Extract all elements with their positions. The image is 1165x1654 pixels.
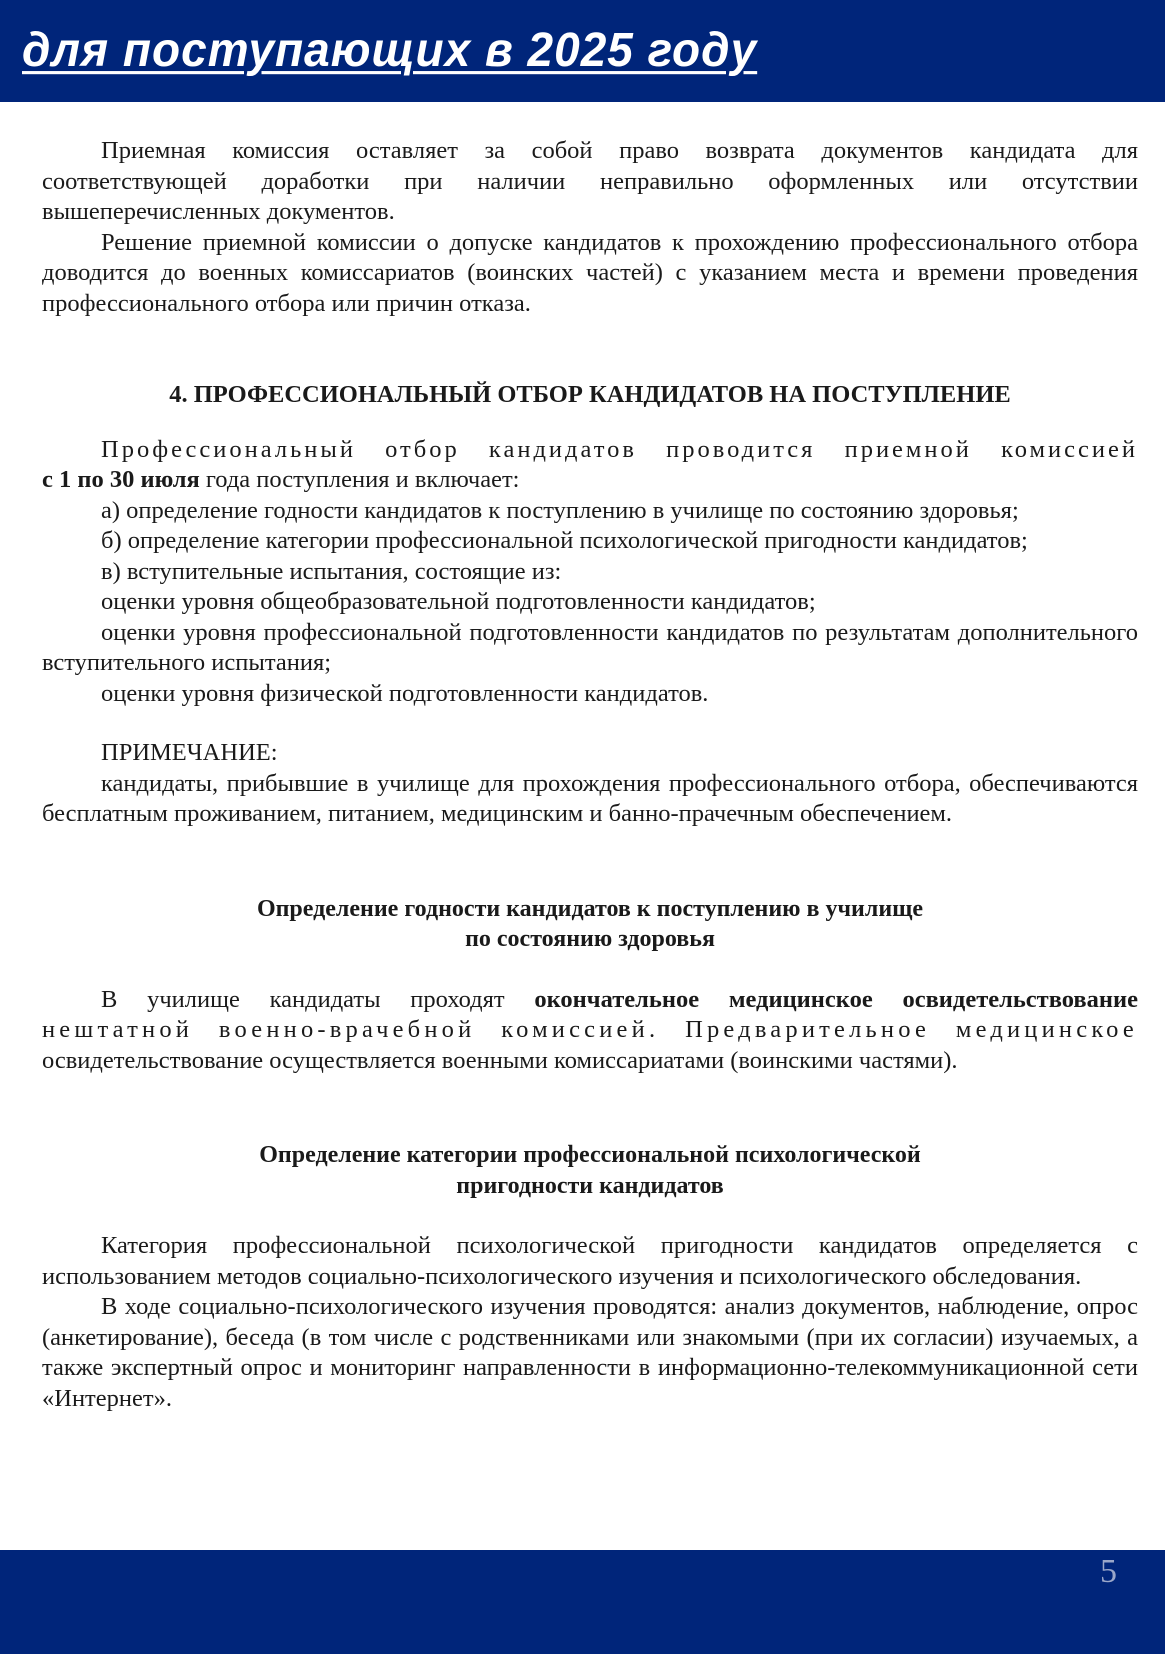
health-title-line-1: Определение годности кандидатов к поступлению в училище xyxy=(256,895,924,922)
list-item-c: в) вступительные испытания, состоящие из: xyxy=(101,557,562,585)
list-item-b: б) определение категории профессиональной психологической пригодности кандидатов; xyxy=(101,527,1028,554)
section-4-lead-start: Профессиональный отбор кандидатов проводится приемной комиссией xyxy=(101,435,1138,463)
page-number: 5 xyxy=(1100,1553,1117,1590)
health-text-line-1 xyxy=(42,985,1138,1016)
list-item-professional: оценки уровня профессиональной подготовленности кандидатов по результатам дополнительного вступительного испытания; xyxy=(42,618,1138,676)
document-body xyxy=(42,136,1138,1414)
list-item-general: оценки уровня общеобразовательной подготовленности кандидатов; xyxy=(101,588,816,615)
health-text-start: В училище кандидаты проходят xyxy=(101,985,535,1013)
health-text-line-3: освидетельствование осуществляется военными комиссариатами (воинскими частями). xyxy=(42,1046,958,1074)
note-text: кандидаты, прибывшие в училище для прохождения профессионального отбора, обеспечиваются бесплатным проживанием, питанием, медицинским и банно-прачечным обеспечением. xyxy=(42,769,1138,827)
header-bar xyxy=(0,0,1165,102)
intro-paragraph-2: Решение приемной комиссии о допуске кандидатов к прохождению профессионального отбора доводится до военных комиссариатов (воинских частей) с указанием места и времени проведения профессионального отбора или причин отказа. xyxy=(42,228,1138,317)
section-4-title: 4. ПРОФЕССИОНАЛЬНЫЙ ОТБОР КАНДИДАТОВ НА ПОСТУПЛЕНИЕ xyxy=(169,381,1011,408)
psych-paragraph-1: Категория профессиональной психологической пригодности кандидатов определяется с использованием методов социально-психологического изучения и психологического обследования. xyxy=(42,1232,1138,1290)
note-label: ПРИМЕЧАНИЕ: xyxy=(101,739,278,766)
intro-paragraph-1: Приемная комиссия оставляет за собой право возврата документов кандидата для соответствующей доработки при наличии неправильно оформленных или отсутствии вышеперечисленных документов. xyxy=(42,137,1138,225)
health-title-line-2: по состоянию здоровья xyxy=(465,926,715,952)
health-text-line-2 xyxy=(42,1015,1138,1046)
section-4-lead-end: года поступления и включает: xyxy=(199,466,520,493)
list-item-a: а) определение годности кандидатов к поступлению в училище по состоянию здоровья; xyxy=(101,496,1019,524)
header-title: для поступающих в 2025 году xyxy=(22,21,758,77)
footer-bar xyxy=(0,1550,1165,1654)
health-text-bold: окончательное медицинское освидетельствование xyxy=(534,985,1139,1013)
psych-title-line-2: пригодности кандидатов xyxy=(456,1172,724,1199)
psych-paragraph-2: В ходе социально-психологического изучения проводятся: анализ документов, наблюдение, опрос (анкетирование), беседа (в том числе с родственниками или знакомыми (при их согласии) изучаемых, а также экспертный опрос и мониторинг направленности в информационно-телекоммуникационной сети «Интернет». xyxy=(42,1293,1138,1412)
list-item-physical: оценки уровня физической подготовленности кандидатов. xyxy=(101,679,709,707)
section-4-lead xyxy=(42,435,1138,466)
health-text-line-2-span: нештатной военно-врачебной комиссией. Предварительное медицинское xyxy=(42,1016,1138,1043)
psych-title-line-1: Определение категории профессиональной психологической xyxy=(259,1142,921,1168)
section-4-lead-cont xyxy=(42,465,1138,496)
selection-dates: с 1 по 30 июля xyxy=(42,466,200,493)
